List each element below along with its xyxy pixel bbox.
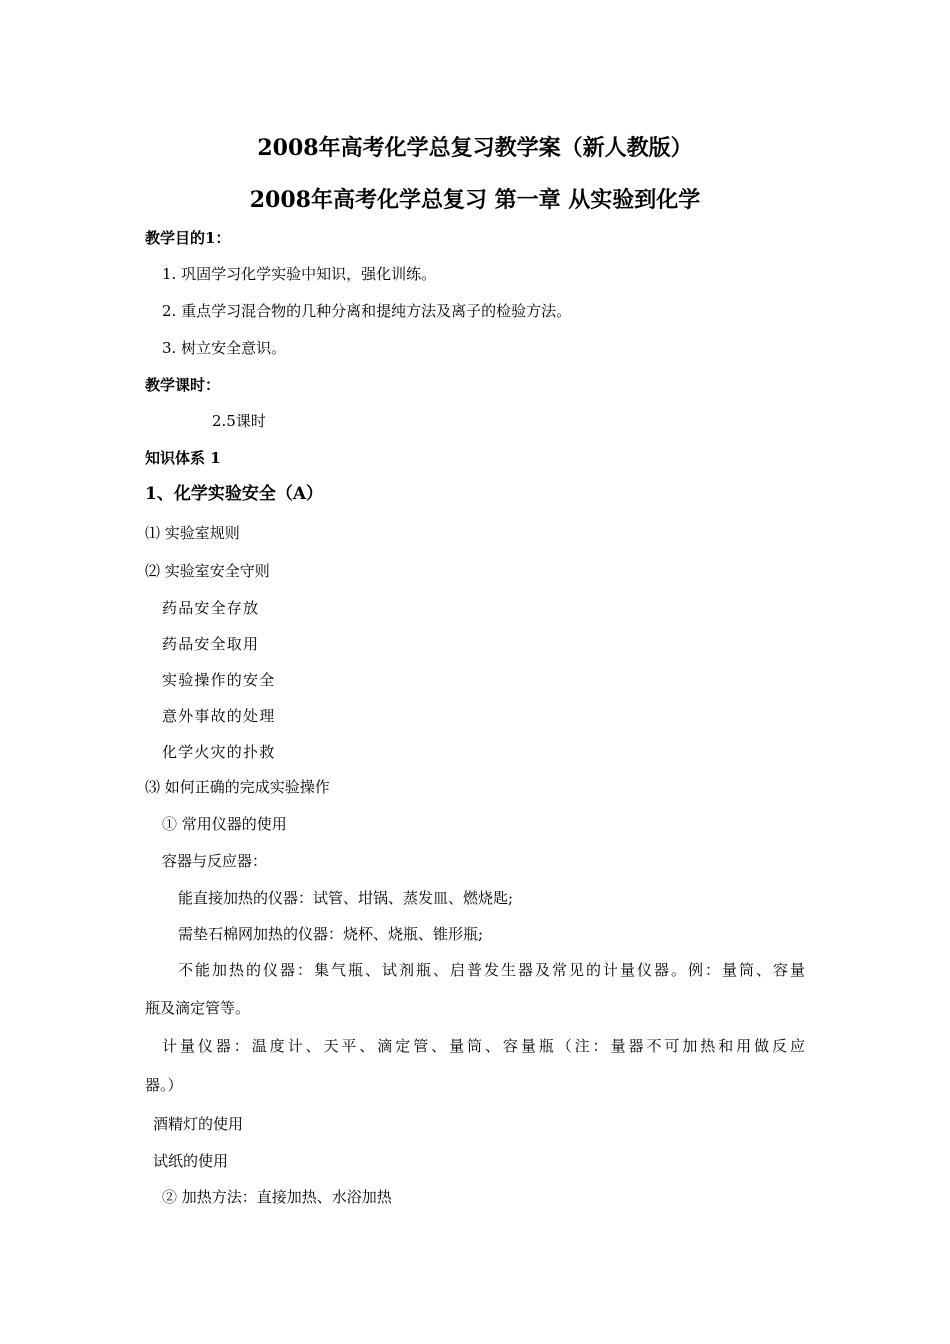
sub-list-item: 实验操作的安全 xyxy=(162,671,276,689)
sub-list-item: 药品安全取用 xyxy=(162,635,260,653)
measure-line-2: 器。） xyxy=(145,1076,183,1094)
sub-list-item: 意外事故的处理 xyxy=(162,707,276,725)
direct-heat-line: 能直接加热的仪器：试管、坩锅、蒸发皿、燃烧匙; xyxy=(178,889,514,907)
chapter-title: 2008年高考化学总复习 第一章 从实验到化学 xyxy=(249,187,701,213)
goal-item-3: 3. 树立安全意识。 xyxy=(162,339,287,357)
sub-list-item: 药品安全存放 xyxy=(162,599,260,617)
instruments-item: ① 常用仪器的使用 xyxy=(162,815,287,833)
hours-heading: 教学课时： xyxy=(145,376,221,394)
goal-item-2: 2. 重点学习混合物的几种分离和提纯方法及离子的检验方法。 xyxy=(162,302,572,320)
mesh-heat-line: 需垫石棉网加热的仪器：烧杯、烧瓶、锥形瓶; xyxy=(178,925,484,943)
list-item: ⑶ 如何正确的完成实验操作 xyxy=(145,778,330,796)
list-item: ⑵ 实验室安全守则 xyxy=(145,562,270,580)
goal-item-1: 1. 巩固学习化学实验中知识，强化训练。 xyxy=(162,265,437,283)
heating-item: ② 加热方法：直接加热、水浴加热 xyxy=(162,1188,392,1206)
measure-line-1: 计量仪器：温度计、天平、滴定管、量筒、容量瓶（注：量器不可加热和用做反应 xyxy=(162,1037,805,1055)
lamp-item: 酒精灯的使用 xyxy=(153,1115,244,1133)
no-heat-line-1: 不能加热的仪器：集气瓶、试剂瓶、启普发生器及常见的计量仪器。例：量筒、容量 xyxy=(178,961,805,979)
knowledge-heading: 知识体系 1 xyxy=(145,449,221,467)
main-title: 2008年高考化学总复习教学案（新人教版） xyxy=(257,135,693,161)
goals-heading: 教学目的1： xyxy=(145,229,231,247)
containers-label: 容器与反应器： xyxy=(162,852,268,870)
list-item: ⑴ 实验室规则 xyxy=(145,524,240,542)
no-heat-line-2: 瓶及滴定管等。 xyxy=(145,999,251,1017)
hours-value: 2.5课时 xyxy=(212,412,266,430)
section-heading: 1、化学实验安全（A） xyxy=(145,484,324,504)
paper-item: 试纸的使用 xyxy=(153,1152,229,1170)
sub-list-item: 化学火灾的扑救 xyxy=(162,743,276,761)
